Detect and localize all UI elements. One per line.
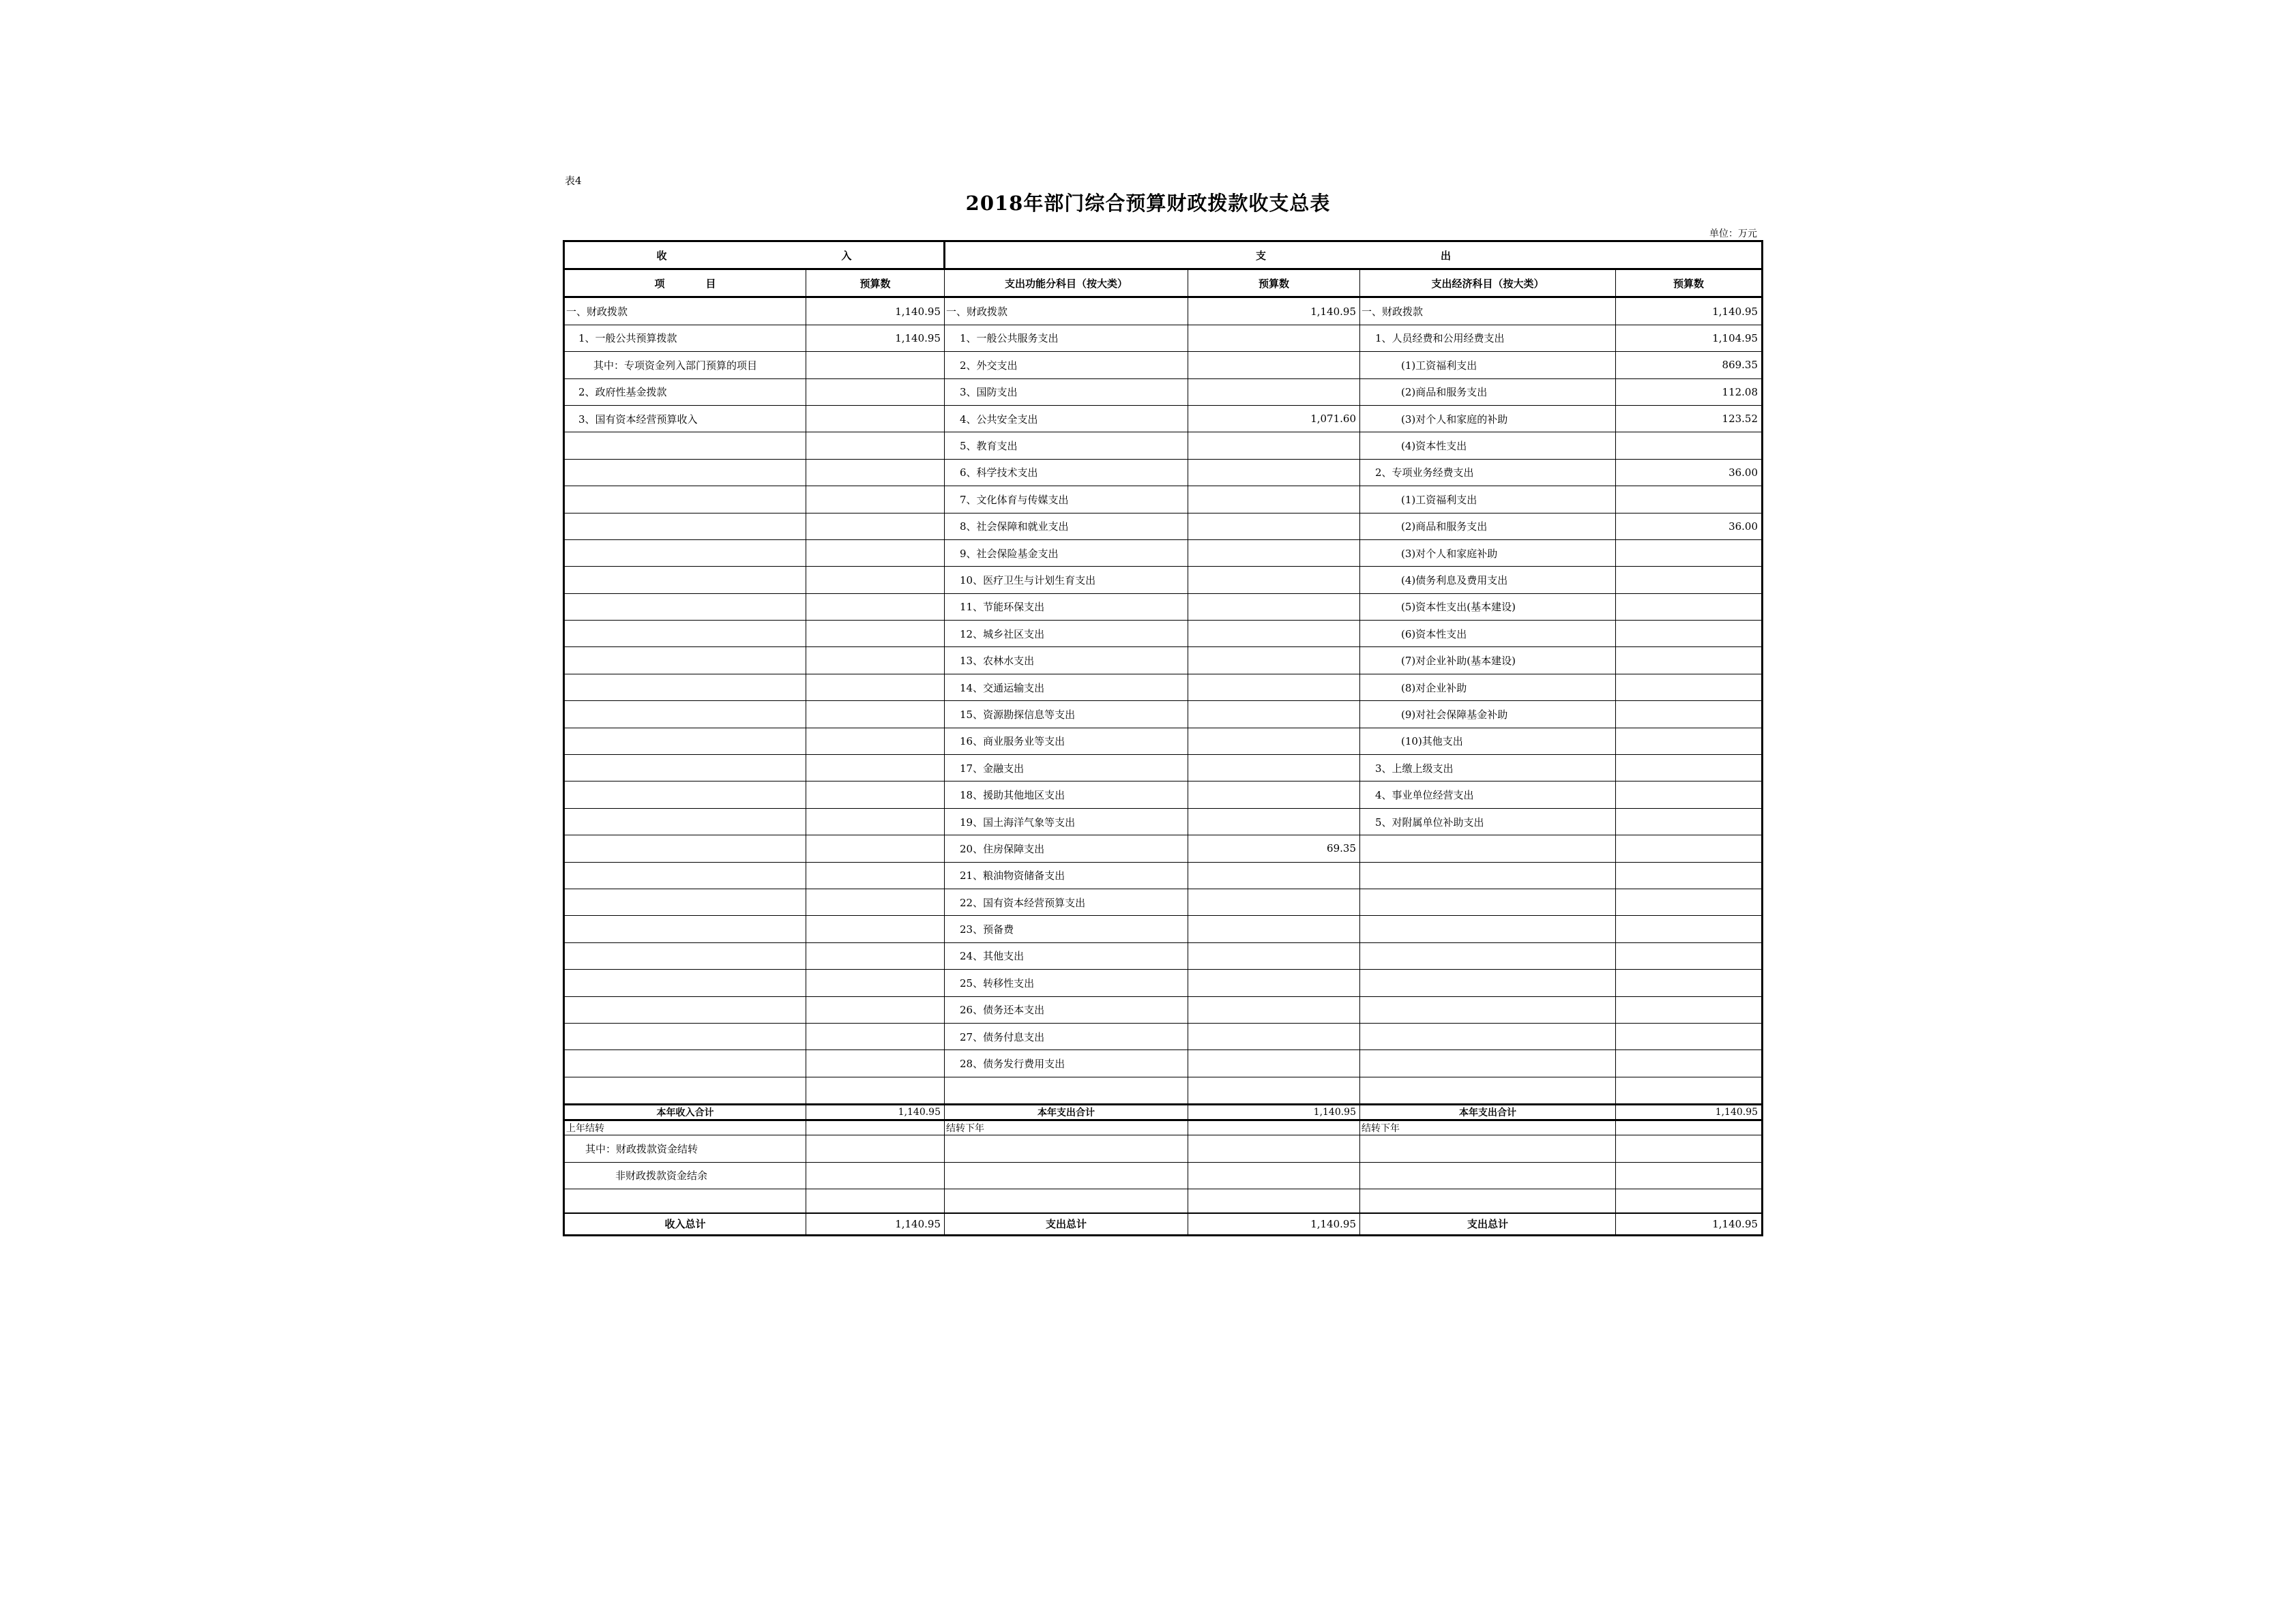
income-amount-cell: [806, 916, 945, 942]
func-amount-cell: [1188, 432, 1360, 459]
func-amount-cell: [1188, 459, 1360, 486]
grand-func-amount: 1,140.95: [1188, 1213, 1360, 1236]
income-amount-cell: [806, 513, 945, 539]
income-item-cell: [564, 674, 806, 700]
func-subject-cell: 7、文化体育与传媒支出: [945, 486, 1188, 513]
func-amount-cell: [1188, 996, 1360, 1023]
blank-cell: [1360, 1189, 1616, 1213]
func-amount-cell: 69.35: [1188, 835, 1360, 862]
econ-amount-cell: [1616, 808, 1763, 835]
func-subject-cell: 1、一般公共服务支出: [945, 325, 1188, 351]
econ-subject-cell: (10)其他支出: [1360, 728, 1616, 754]
table-row: [564, 513, 1763, 539]
econ-amount-cell: 1,140.95: [1616, 297, 1763, 325]
func-subject-cell: 8、社会保障和就业支出: [945, 513, 1188, 539]
carry-detail-row: [564, 1189, 1763, 1213]
blank-cell: [945, 1189, 1188, 1213]
income-amount-cell: [806, 728, 945, 754]
blank-cell: [1616, 1135, 1763, 1162]
func-amount-cell: [1188, 486, 1360, 513]
econ-subject-cell: (4)资本性支出: [1360, 432, 1616, 459]
table-row: [564, 808, 1763, 835]
func-amount-cell: [1188, 889, 1360, 915]
func-amount-cell: [1188, 567, 1360, 593]
col-header-func-budget: 预算数: [1188, 269, 1360, 297]
income-amount-cell: [806, 647, 945, 674]
income-amount-cell: [806, 539, 945, 566]
func-subject-cell: 6、科学技术支出: [945, 459, 1188, 486]
income-item-cell: [564, 835, 806, 862]
prev-carry-label: 上年结转: [564, 1120, 806, 1135]
func-amount-cell: [1188, 916, 1360, 942]
year-total-row: [564, 1105, 1763, 1120]
income-item-cell: [564, 701, 806, 728]
func-amount-cell: [1188, 325, 1360, 351]
income-item-cell: [564, 1050, 806, 1077]
table-row: [564, 781, 1763, 808]
table-row: [564, 916, 1763, 942]
func-subject-cell: 16、商业服务业等支出: [945, 728, 1188, 754]
func-amount-cell: [1188, 593, 1360, 620]
func-subject-cell: 25、转移性支出: [945, 970, 1188, 996]
econ-amount-cell: [1616, 486, 1763, 513]
econ-amount-cell: [1616, 432, 1763, 459]
func-subject-cell: 15、资源勘探信息等支出: [945, 701, 1188, 728]
blank-cell: [945, 1135, 1188, 1162]
econ-amount-cell: [1616, 621, 1763, 647]
econ-subject-cell: (6)资本性支出: [1360, 621, 1616, 647]
income-amount-cell: [806, 674, 945, 700]
table-row: [564, 567, 1763, 593]
func-subject-cell: 12、城乡社区支出: [945, 621, 1188, 647]
table-row: [564, 728, 1763, 754]
income-item-cell: [564, 567, 806, 593]
func-amount-cell: [1188, 539, 1360, 566]
func-amount-cell: [1188, 1050, 1360, 1077]
econ-amount-cell: [1616, 889, 1763, 915]
func-subject-cell: [945, 1077, 1188, 1104]
next-carry-func-label: 结转下年: [945, 1120, 1188, 1135]
table-row: [564, 942, 1763, 969]
econ-amount-cell: [1616, 755, 1763, 781]
table-row: [564, 889, 1763, 915]
econ-subject-cell: [1360, 996, 1616, 1023]
income-item-cell: [564, 996, 806, 1023]
func-amount-cell: [1188, 755, 1360, 781]
year-income-total-label: 本年收入合计: [564, 1105, 806, 1120]
income-item-cell: 3、国有资本经营预算收入: [564, 405, 806, 432]
income-section-header: 收 入: [564, 241, 945, 269]
income-amount-cell: 1,140.95: [806, 297, 945, 325]
econ-amount-cell: [1616, 1023, 1763, 1049]
func-subject-cell: 11、节能环保支出: [945, 593, 1188, 620]
income-amount-cell: [806, 486, 945, 513]
func-amount-cell: [1188, 970, 1360, 996]
func-subject-cell: 10、医疗卫生与计划生育支出: [945, 567, 1188, 593]
carry-detail-row: [564, 1162, 1763, 1189]
econ-amount-cell: [1616, 1077, 1763, 1104]
blank-cell: [806, 1162, 945, 1189]
income-amount-cell: [806, 432, 945, 459]
income-amount-cell: [806, 1050, 945, 1077]
page-title: 2018年部门综合预算财政拨款收支总表: [965, 192, 1331, 215]
income-item-cell: [564, 486, 806, 513]
econ-subject-cell: [1360, 1077, 1616, 1104]
econ-amount-cell: 869.35: [1616, 352, 1763, 378]
income-item-cell: 1、一般公共预算拨款: [564, 325, 806, 351]
func-subject-cell: 17、金融支出: [945, 755, 1188, 781]
func-subject-cell: 9、社会保险基金支出: [945, 539, 1188, 566]
func-amount-cell: [1188, 862, 1360, 889]
econ-subject-cell: (2)商品和服务支出: [1360, 513, 1616, 539]
func-subject-cell: 4、公共安全支出: [945, 405, 1188, 432]
grand-total-row: [564, 1213, 1763, 1236]
econ-amount-cell: [1616, 674, 1763, 700]
grand-econ-amount: 1,140.95: [1616, 1213, 1763, 1236]
econ-subject-cell: (3)对个人和家庭的补助: [1360, 405, 1616, 432]
income-item-cell: [564, 539, 806, 566]
blank-cell: [1360, 1135, 1616, 1162]
header-row-columns: [564, 269, 1763, 297]
econ-amount-cell: [1616, 1050, 1763, 1077]
table-row: [564, 1050, 1763, 1077]
next-carry-econ-label: 结转下年: [1360, 1120, 1616, 1135]
income-item-cell: [564, 728, 806, 754]
econ-amount-cell: [1616, 996, 1763, 1023]
func-amount-cell: [1188, 674, 1360, 700]
prev-carry-amount: [806, 1120, 945, 1135]
carry-detail-row: [564, 1135, 1763, 1162]
table-row: [564, 647, 1763, 674]
income-item-cell: [564, 862, 806, 889]
func-subject-cell: 14、交通运输支出: [945, 674, 1188, 700]
econ-subject-cell: [1360, 1050, 1616, 1077]
econ-amount-cell: 112.08: [1616, 378, 1763, 405]
func-amount-cell: [1188, 1023, 1360, 1049]
table-row: [564, 297, 1763, 325]
income-item-cell: [564, 1023, 806, 1049]
econ-subject-cell: (4)债务利息及费用支出: [1360, 567, 1616, 593]
econ-amount-cell: 1,104.95: [1616, 325, 1763, 351]
econ-subject-cell: [1360, 970, 1616, 996]
expense-section-header: 支 出: [945, 241, 1763, 269]
econ-subject-cell: 4、事业单位经营支出: [1360, 781, 1616, 808]
econ-subject-cell: [1360, 835, 1616, 862]
income-item-cell: [564, 916, 806, 942]
blank-cell: [945, 1162, 1188, 1189]
func-amount-cell: [1188, 1077, 1360, 1104]
blank-cell: [1188, 1135, 1360, 1162]
carry-detail-label: 非财政拨款资金结余: [564, 1162, 806, 1189]
table-row: [564, 352, 1763, 378]
econ-amount-cell: [1616, 835, 1763, 862]
year-econ-total-amount: 1,140.95: [1616, 1105, 1763, 1120]
econ-subject-cell: 一、财政拨款: [1360, 297, 1616, 325]
income-amount-cell: [806, 1023, 945, 1049]
table-row: [564, 755, 1763, 781]
income-amount-cell: [806, 889, 945, 915]
econ-amount-cell: [1616, 567, 1763, 593]
func-subject-cell: 19、国土海洋气象等支出: [945, 808, 1188, 835]
func-subject-cell: 13、农林水支出: [945, 647, 1188, 674]
econ-amount-cell: [1616, 701, 1763, 728]
income-item-cell: [564, 808, 806, 835]
table-row: [564, 593, 1763, 620]
income-amount-cell: [806, 567, 945, 593]
econ-subject-cell: 3、上缴上级支出: [1360, 755, 1616, 781]
year-func-total-amount: 1,140.95: [1188, 1105, 1360, 1120]
func-subject-cell: 24、其他支出: [945, 942, 1188, 969]
income-item-cell: 其中：专项资金列入部门预算的项目: [564, 352, 806, 378]
func-amount-cell: [1188, 728, 1360, 754]
func-amount-cell: [1188, 513, 1360, 539]
econ-subject-cell: (1)工资福利支出: [1360, 486, 1616, 513]
func-amount-cell: [1188, 701, 1360, 728]
income-amount-cell: [806, 621, 945, 647]
func-subject-cell: 23、预备费: [945, 916, 1188, 942]
table-row: [564, 862, 1763, 889]
grand-income-amount: 1,140.95: [806, 1213, 945, 1236]
grand-econ-label: 支出总计: [1360, 1213, 1616, 1236]
income-item-cell: [564, 942, 806, 969]
econ-amount-cell: [1616, 781, 1763, 808]
func-subject-cell: 3、国防支出: [945, 378, 1188, 405]
table-row: [564, 325, 1763, 351]
income-item-cell: 一、财政拨款: [564, 297, 806, 325]
income-item-cell: 2、政府性基金拨款: [564, 378, 806, 405]
col-header-item: 项 目: [564, 269, 806, 297]
col-header-econ-subject: 支出经济科目（按大类）: [1360, 269, 1616, 297]
income-item-cell: [564, 459, 806, 486]
func-subject-cell: 5、教育支出: [945, 432, 1188, 459]
table-row: [564, 835, 1763, 862]
income-amount-cell: [806, 593, 945, 620]
blank-cell: [806, 1135, 945, 1162]
budget-table: [563, 240, 1763, 1236]
income-item-cell: [564, 432, 806, 459]
econ-subject-cell: [1360, 889, 1616, 915]
income-amount-cell: [806, 835, 945, 862]
econ-subject-cell: [1360, 862, 1616, 889]
func-subject-cell: 一、财政拨款: [945, 297, 1188, 325]
table-row: [564, 459, 1763, 486]
income-amount-cell: [806, 701, 945, 728]
income-item-cell: [564, 513, 806, 539]
blank-cell: [1616, 1162, 1763, 1189]
func-amount-cell: [1188, 808, 1360, 835]
table-row: [564, 970, 1763, 996]
carry-detail-label: [564, 1189, 806, 1213]
econ-subject-cell: 2、专项业务经费支出: [1360, 459, 1616, 486]
econ-subject-cell: 1、人员经费和公用经费支出: [1360, 325, 1616, 351]
func-subject-cell: 22、国有资本经营预算支出: [945, 889, 1188, 915]
income-amount-cell: [806, 378, 945, 405]
econ-amount-cell: [1616, 916, 1763, 942]
income-amount-cell: [806, 970, 945, 996]
func-amount-cell: [1188, 647, 1360, 674]
income-amount-cell: [806, 942, 945, 969]
func-amount-cell: [1188, 352, 1360, 378]
next-carry-econ-amount: [1616, 1120, 1763, 1135]
func-subject-cell: 18、援助其他地区支出: [945, 781, 1188, 808]
income-amount-cell: 1,140.95: [806, 325, 945, 351]
table-row: [564, 1077, 1763, 1104]
econ-subject-cell: (1)工资福利支出: [1360, 352, 1616, 378]
func-amount-cell: [1188, 781, 1360, 808]
income-item-cell: [564, 970, 806, 996]
income-item-cell: [564, 1077, 806, 1104]
income-amount-cell: [806, 808, 945, 835]
blank-cell: [1188, 1189, 1360, 1213]
table-row: [564, 674, 1763, 700]
func-amount-cell: [1188, 378, 1360, 405]
table-row: [564, 996, 1763, 1023]
func-amount-cell: [1188, 942, 1360, 969]
next-carry-func-amount: [1188, 1120, 1360, 1135]
income-item-cell: [564, 593, 806, 620]
econ-amount-cell: [1616, 539, 1763, 566]
income-amount-cell: [806, 781, 945, 808]
econ-subject-cell: (8)对企业补助: [1360, 674, 1616, 700]
econ-subject-cell: 5、对附属单位补助支出: [1360, 808, 1616, 835]
econ-subject-cell: [1360, 1023, 1616, 1049]
econ-subject-cell: [1360, 942, 1616, 969]
table-row: [564, 378, 1763, 405]
income-item-cell: [564, 889, 806, 915]
econ-subject-cell: (9)对社会保障基金补助: [1360, 701, 1616, 728]
econ-subject-cell: (2)商品和服务支出: [1360, 378, 1616, 405]
econ-amount-cell: [1616, 862, 1763, 889]
blank-cell: [806, 1189, 945, 1213]
econ-amount-cell: [1616, 647, 1763, 674]
blank-cell: [1360, 1162, 1616, 1189]
table-row: [564, 539, 1763, 566]
table-row: [564, 621, 1763, 647]
year-func-total-label: 本年支出合计: [945, 1105, 1188, 1120]
grand-income-label: 收入总计: [564, 1213, 806, 1236]
income-item-cell: [564, 755, 806, 781]
econ-subject-cell: (3)对个人和家庭补助: [1360, 539, 1616, 566]
income-item-cell: [564, 781, 806, 808]
econ-amount-cell: [1616, 970, 1763, 996]
econ-amount-cell: [1616, 942, 1763, 969]
econ-amount-cell: [1616, 728, 1763, 754]
income-amount-cell: [806, 459, 945, 486]
func-amount-cell: 1,140.95: [1188, 297, 1360, 325]
carry-row: [564, 1120, 1763, 1135]
econ-subject-cell: [1360, 916, 1616, 942]
col-header-func-subject: 支出功能分科目（按大类）: [945, 269, 1188, 297]
income-amount-cell: [806, 352, 945, 378]
table-row: [564, 486, 1763, 513]
func-subject-cell: 27、债务付息支出: [945, 1023, 1188, 1049]
econ-subject-cell: (5)资本性支出(基本建设): [1360, 593, 1616, 620]
income-item-cell: [564, 647, 806, 674]
table-row: [564, 701, 1763, 728]
func-subject-cell: 26、债务还本支出: [945, 996, 1188, 1023]
econ-amount-cell: [1616, 593, 1763, 620]
income-amount-cell: [806, 405, 945, 432]
carry-detail-label: 其中：财政拨款资金结转: [564, 1135, 806, 1162]
blank-cell: [1188, 1162, 1360, 1189]
income-amount-cell: [806, 755, 945, 781]
econ-subject-cell: (7)对企业补助(基本建设): [1360, 647, 1616, 674]
func-subject-cell: 28、债务发行费用支出: [945, 1050, 1188, 1077]
blank-cell: [1616, 1189, 1763, 1213]
income-amount-cell: [806, 1077, 945, 1104]
unit-label: 单位：万元: [1709, 228, 1757, 239]
grand-func-label: 支出总计: [945, 1213, 1188, 1236]
func-amount-cell: [1188, 621, 1360, 647]
table-number: 表4: [565, 175, 582, 187]
func-subject-cell: 2、外交支出: [945, 352, 1188, 378]
econ-amount-cell: 123.52: [1616, 405, 1763, 432]
table-row: [564, 1023, 1763, 1049]
col-header-econ-budget: 预算数: [1616, 269, 1763, 297]
econ-amount-cell: 36.00: [1616, 513, 1763, 539]
table-row: [564, 432, 1763, 459]
year-econ-total-label: 本年支出合计: [1360, 1105, 1616, 1120]
func-subject-cell: 20、住房保障支出: [945, 835, 1188, 862]
income-amount-cell: [806, 862, 945, 889]
year-income-total-amount: 1,140.95: [806, 1105, 945, 1120]
col-header-income-budget: 预算数: [806, 269, 945, 297]
func-subject-cell: 21、粮油物资储备支出: [945, 862, 1188, 889]
econ-amount-cell: 36.00: [1616, 459, 1763, 486]
header-row-sections: [564, 241, 1763, 269]
func-amount-cell: 1,071.60: [1188, 405, 1360, 432]
income-item-cell: [564, 621, 806, 647]
table-body: [564, 241, 1763, 1236]
table-row: [564, 405, 1763, 432]
income-amount-cell: [806, 996, 945, 1023]
